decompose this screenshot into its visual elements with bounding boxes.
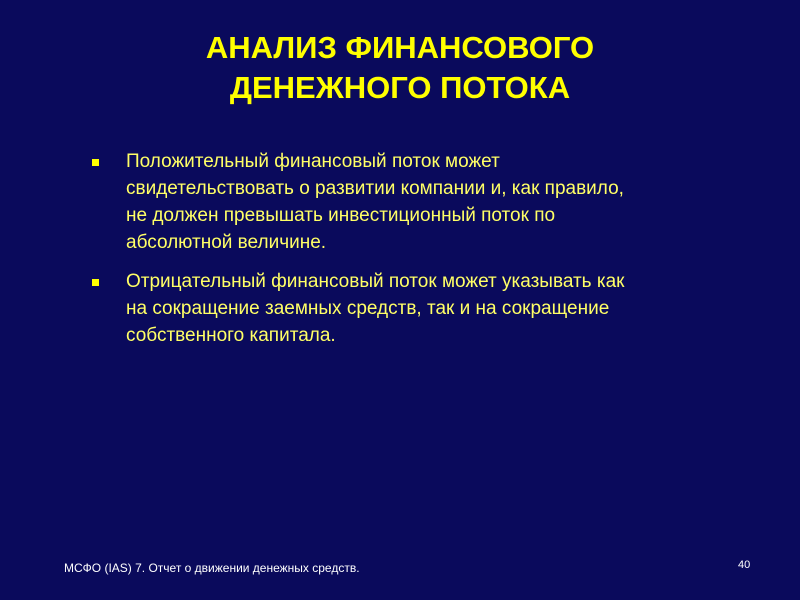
footer-text: МСФО (IAS) 7. Отчет о движении денежных средств. [64,561,360,575]
square-bullet-icon [92,279,99,286]
slide-title-line-1: АНАЛИЗ ФИНАНСОВОГО [205,30,595,65]
bullet-text: Отрицательный финансовый поток может указывать как на сокращение заемных средств, так и на сокращение собственного капитала. [126,271,625,346]
bullet-text: Положительный финансовый поток может свидетельствовать о развитии компании и, как правило, не должен превышать инвестиционный поток по абсолютной величине. [126,151,624,253]
bullet-item [92,268,732,349]
bullet-list [92,148,732,361]
slide-title-line-2: ДЕНЕЖНОГО ПОТОКА [229,70,571,105]
page-number: 40 [738,559,751,571]
slide-title [0,28,800,108]
bullet-item [92,148,732,256]
square-bullet-icon [92,159,99,166]
